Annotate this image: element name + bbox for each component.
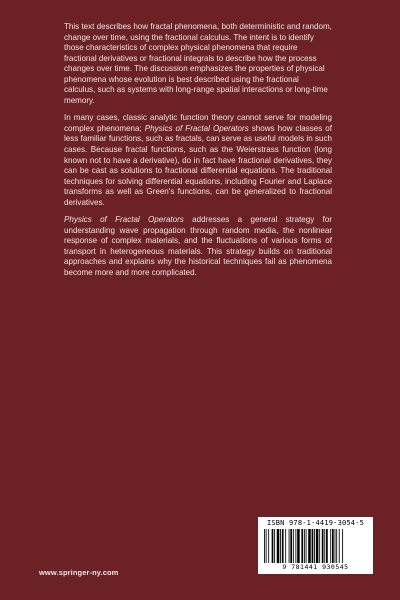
barcode-bar (314, 529, 315, 563)
barcode-bar (342, 529, 343, 563)
book-title-italic: Physics of Fractal Operators (64, 215, 184, 225)
barcode-bar (330, 529, 331, 563)
barcode-bar (272, 529, 274, 563)
barcode-bar (322, 529, 324, 563)
paragraph-2 (64, 113, 332, 208)
barcode-bar (268, 529, 269, 563)
paragraph-1 (64, 22, 332, 106)
barcode-bar (316, 529, 319, 563)
barcode-bar (326, 529, 328, 563)
barcode-bar (266, 529, 267, 563)
barcode-bar (301, 529, 303, 563)
barcode-bar (312, 529, 314, 563)
barcode-digits: 9 781441 930545 (282, 563, 349, 571)
barcode-bar (297, 529, 300, 563)
isbn-label: ISBN 978-1-4419-3054-5 (266, 519, 365, 527)
description-text (64, 22, 332, 279)
barcode-bar (274, 529, 275, 563)
barcode-bar (324, 529, 325, 563)
barcode-bar (335, 529, 336, 563)
paragraph-2-text-b: shows how classes of less familiar functions, such as fractals, can serve as useful models in such cases. Because fractal functions, such as the Weierstrass function (long known not to have a derivative), do in fact have fractional derivatives, they can be cast as solutions to fractional differential equations. The traditional techniques for solving differential equations, including Fourier and Laplace transforms as well as Green's functions, can be generalized to fractional derivatives. (64, 123, 333, 207)
barcode-bar (285, 529, 286, 563)
paragraph-3-text: addresses a general strategy for understanding wave propagation through random media, the nonlinear response of complex materials, and the fluctuations of various forms of transport in heterogeneous materials. This strategy builds on traditional approaches and explains why the historical techniques fail as phenomena become more and more complicated. (64, 215, 333, 278)
barcode-bar (277, 529, 280, 563)
barcode-bar (306, 529, 307, 563)
barcode-bars (264, 529, 367, 563)
paragraph-1-text: This text describes how fractal phenomena, both deterministic and random, change over time, using the fractional calculus. The intent is to identify those characteristics of complex physical phenomena that require fractional derivatives or fractional integrals to describe how the process changes over time. The discussion emphasizes the properties of physical phenomena whose evolution is best described using the fractional calculus, such as systems with long-range spatial interactions or long-time memory. (64, 22, 332, 105)
barcode-bar (332, 529, 334, 563)
barcode-bar (339, 529, 340, 563)
barcode-bar (290, 529, 292, 563)
barcode-bar (304, 529, 305, 563)
isbn-barcode (258, 517, 373, 574)
barcode-bar (280, 529, 281, 563)
barcode-bar (282, 529, 284, 563)
barcode-bar (289, 529, 290, 563)
barcode-bar (308, 529, 311, 563)
barcode-bar (295, 529, 296, 563)
barcode-bar (293, 529, 294, 563)
book-title-italic: Physics of Fractal Operators (144, 123, 249, 133)
paragraph-3 (64, 215, 332, 278)
paragraph-2-text-a: In many cases, classic analytic function theory cannot serve for modeling complex phenomena; (64, 113, 332, 133)
barcode-bar (319, 529, 320, 563)
barcode-bar (264, 529, 265, 563)
publisher-website: www.springer-ny.com (39, 568, 119, 577)
barcode-bar (336, 529, 337, 563)
